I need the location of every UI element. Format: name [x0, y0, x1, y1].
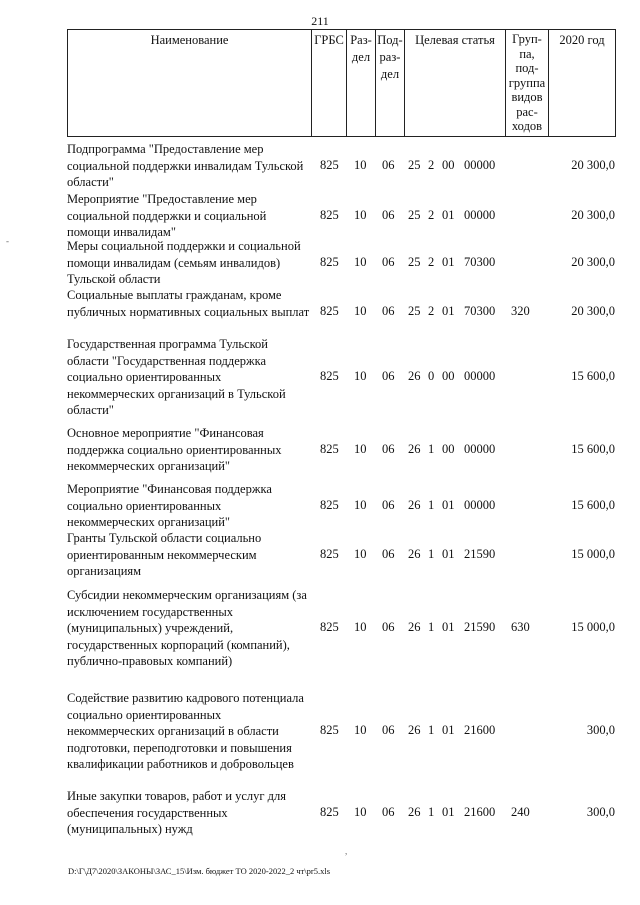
row-cs-direction: 70300 [464, 255, 496, 269]
table-row [67, 238, 615, 288]
row-vr: 320 [511, 304, 530, 318]
header-group: Груп- па, под- группа видов рас- ходов [506, 30, 549, 136]
row-cs-event: 01 [442, 304, 455, 318]
row-cs-program: 25 [408, 255, 421, 269]
row-cs-direction: 21600 [464, 723, 496, 737]
header-name: Наименование [68, 30, 312, 136]
row-podrazdel: 06 [382, 805, 395, 819]
row-podrazdel: 06 [382, 304, 395, 318]
row-cs-event: 01 [442, 620, 455, 634]
row-cs-program: 25 [408, 208, 421, 222]
row-podrazdel: 06 [382, 158, 395, 172]
row-cs-direction: 00000 [464, 498, 496, 512]
row-grbs: 825 [320, 304, 339, 318]
row-cs-direction: 70300 [464, 304, 496, 318]
row-name: Подпрограмма "Предоставление мер социальной поддержки инвалидам Тульской области" [67, 142, 304, 189]
row-name: Государственная программа Тульской области "Государственная поддержка социально ориентированных некоммерческих организаций в Тульской области" [67, 337, 286, 417]
row-podrazdel: 06 [382, 208, 395, 222]
row-cs-program: 25 [408, 158, 421, 172]
row-name: Содействие развитию кадрового потенциала социально ориентированных некоммерческих организаций в области подготовки, переподготовки и повышения квалификации работников и добровольцев [67, 691, 304, 771]
table-row [67, 587, 615, 671]
row-cs-event: 00 [442, 158, 455, 172]
row-razdel: 10 [354, 498, 367, 512]
row-sum: 15 000,0 [571, 620, 615, 634]
row-cs-subprogram: 1 [428, 723, 435, 737]
row-name: Мероприятие "Предоставление мер социальной поддержки и социальной помощи инвалидам" [67, 192, 267, 239]
header-target: Целевая статья [405, 30, 506, 136]
row-podrazdel: 06 [382, 369, 395, 383]
row-vr: 630 [511, 620, 530, 634]
row-sum: 300,0 [586, 805, 615, 819]
row-cs-direction: 21600 [464, 805, 496, 819]
row-grbs: 825 [320, 547, 339, 561]
row-cs-subprogram: 0 [428, 369, 435, 383]
row-grbs: 825 [320, 620, 339, 634]
page-number: 211 [311, 14, 329, 28]
row-sum: 20 300,0 [571, 208, 615, 222]
row-cs-program: 26 [408, 547, 421, 561]
row-name: Основное мероприятие "Финансовая поддержка социально ориентированных некоммерческих организаций" [67, 426, 282, 473]
row-cs-event: 00 [442, 442, 455, 456]
table-row [67, 530, 615, 580]
row-podrazdel: 06 [382, 255, 395, 269]
row-cs-direction: 00000 [464, 208, 496, 222]
row-cs-direction: 00000 [464, 442, 496, 456]
file-path-footer: D:\Г\Д7\2020\ЗАКОНЫ\ЗАС_15\Изм. бюджет ТО 2020-2022_2 чт\pr5.xls [68, 866, 331, 876]
row-grbs: 825 [320, 208, 339, 222]
header-razdel: Раз- дел [347, 30, 376, 136]
header-year: 2020 год [549, 30, 616, 136]
row-name: Меры социальной поддержки и социальной помощи инвалидам (семьям инвалидов) Тульской области [67, 239, 301, 286]
table-row [67, 425, 615, 475]
row-cs-event: 01 [442, 547, 455, 561]
header-podrazdel: Под- раз- дел [376, 30, 405, 136]
row-vr: 240 [511, 805, 530, 819]
row-cs-direction: 00000 [464, 369, 496, 383]
row-cs-subprogram: 2 [428, 255, 435, 269]
row-cs-event: 01 [442, 805, 455, 819]
table-row [67, 788, 615, 838]
scan-speck: , [345, 846, 348, 856]
row-razdel: 10 [354, 805, 367, 819]
row-podrazdel: 06 [382, 620, 395, 634]
row-grbs: 825 [320, 158, 339, 172]
row-cs-event: 01 [442, 255, 455, 269]
row-cs-program: 25 [408, 304, 421, 318]
row-cs-subprogram: 1 [428, 620, 435, 634]
row-cs-event: 01 [442, 208, 455, 222]
row-cs-subprogram: 1 [428, 498, 435, 512]
row-razdel: 10 [354, 547, 367, 561]
row-grbs: 825 [320, 498, 339, 512]
row-sum: 20 300,0 [571, 255, 615, 269]
row-cs-program: 26 [408, 369, 421, 383]
row-grbs: 825 [320, 442, 339, 456]
row-sum: 15 600,0 [571, 442, 615, 456]
row-grbs: 825 [320, 723, 339, 737]
row-cs-direction: 21590 [464, 620, 496, 634]
row-cs-event: 01 [442, 723, 455, 737]
row-cs-program: 26 [408, 805, 421, 819]
table-header [67, 29, 616, 137]
row-razdel: 10 [354, 208, 367, 222]
table-row [67, 690, 615, 774]
row-podrazdel: 06 [382, 442, 395, 456]
row-razdel: 10 [354, 723, 367, 737]
header-grbs: ГРБС [312, 30, 347, 136]
row-cs-subprogram: 1 [428, 442, 435, 456]
table-row [67, 336, 615, 420]
row-razdel: 10 [354, 620, 367, 634]
table-row [67, 141, 615, 191]
row-grbs: 825 [320, 369, 339, 383]
row-cs-program: 26 [408, 442, 421, 456]
row-cs-subprogram: 2 [428, 158, 435, 172]
row-grbs: 825 [320, 255, 339, 269]
row-cs-program: 26 [408, 723, 421, 737]
row-cs-direction: 00000 [464, 158, 496, 172]
row-cs-program: 26 [408, 498, 421, 512]
row-razdel: 10 [354, 442, 367, 456]
row-sum: 20 300,0 [571, 304, 615, 318]
row-cs-subprogram: 1 [428, 805, 435, 819]
row-name: Мероприятие "Финансовая поддержка социально ориентированных некоммерческих организаций" [67, 482, 272, 529]
row-razdel: 10 [354, 304, 367, 318]
row-podrazdel: 06 [382, 547, 395, 561]
row-cs-subprogram: 1 [428, 547, 435, 561]
row-razdel: 10 [354, 158, 367, 172]
row-name: Социальные выплаты гражданам, кроме публичных нормативных социальных выплат [67, 288, 310, 319]
row-podrazdel: 06 [382, 723, 395, 737]
row-podrazdel: 06 [382, 498, 395, 512]
row-sum: 300,0 [586, 723, 615, 737]
row-grbs: 825 [320, 805, 339, 819]
table-row [67, 287, 615, 337]
table-row [67, 481, 615, 531]
row-sum: 15 600,0 [571, 498, 615, 512]
row-cs-subprogram: 2 [428, 304, 435, 318]
row-razdel: 10 [354, 369, 367, 383]
row-name: Иные закупки товаров, работ и услуг для обеспечения государственных (муниципальных) нужд [67, 789, 287, 836]
row-name: Субсидии некоммерческим организациям (за исключением государственных (муниципальных) учреждений, государственных корпораций (компаний), публично-правовых компаний) [67, 588, 307, 668]
row-cs-subprogram: 2 [428, 208, 435, 222]
row-cs-event: 01 [442, 498, 455, 512]
row-cs-direction: 21590 [464, 547, 496, 561]
row-sum: 20 300,0 [571, 158, 615, 172]
row-razdel: 10 [354, 255, 367, 269]
row-sum: 15 000,0 [571, 547, 615, 561]
row-name: Гранты Тульской области социально ориентированным некоммерческим организациям [67, 531, 262, 578]
row-cs-program: 26 [408, 620, 421, 634]
table-row [67, 191, 615, 241]
scan-speck: - [6, 236, 9, 246]
row-cs-event: 00 [442, 369, 455, 383]
row-sum: 15 600,0 [571, 369, 615, 383]
